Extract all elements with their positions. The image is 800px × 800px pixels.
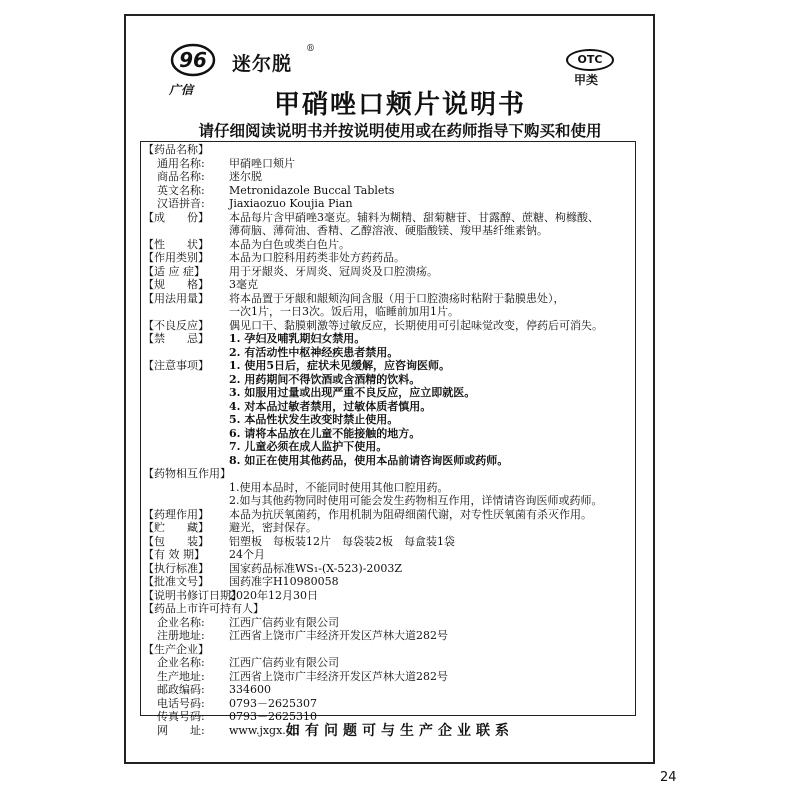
row-value: 0793－2625310 <box>229 710 317 723</box>
info-row <box>143 265 635 279</box>
info-row <box>143 548 635 562</box>
info-row <box>143 643 635 657</box>
info-row <box>143 616 635 630</box>
row-label: 通用名称: <box>157 156 205 170</box>
info-row <box>143 197 635 211</box>
info-row <box>143 238 635 252</box>
svg-text:96: 96 <box>179 48 207 72</box>
row-value: 8. 如正在使用其他药品，使用本品前请咨询医师或药师。 <box>229 453 509 467</box>
row-label: 【执行标准】 <box>143 561 209 575</box>
row-label: 【药理作用】 <box>143 507 209 521</box>
row-value: 2020年12月30日 <box>229 588 318 602</box>
row-label: 【药品上市许可持有人】 <box>143 602 264 615</box>
info-row <box>143 332 635 346</box>
row-label: 【性 状】 <box>143 237 209 251</box>
registered-mark: ® <box>306 44 315 54</box>
info-row <box>143 251 635 265</box>
info-row <box>143 170 635 184</box>
row-value: 国家药品标准WS₁-(X-523)-2003Z <box>229 561 403 575</box>
row-label: 商品名称: <box>157 170 205 183</box>
info-row <box>143 656 635 670</box>
info-row <box>143 508 635 522</box>
row-value: 偶见口干、黏膜刺激等过敏反应，长期使用可引起味觉改变，停药后可消失。 <box>229 318 603 332</box>
row-label: 【包 装】 <box>143 534 209 548</box>
info-row <box>143 575 635 589</box>
logo-mark-text: 广信 <box>169 83 194 97</box>
row-value: 3毫克 <box>229 278 258 291</box>
row-label: 【规 格】 <box>143 278 209 291</box>
row-value: 本品每片含甲硝唑3毫克。辅料为糊精、甜菊糖苷、甘露醇、蔗糖、枸橼酸、 <box>229 210 599 224</box>
info-row <box>143 427 635 441</box>
row-label: 【注意事项】 <box>143 359 209 372</box>
info-row <box>143 562 635 576</box>
row-value: 24个月 <box>229 548 265 561</box>
info-row <box>143 319 635 333</box>
info-row <box>143 467 635 481</box>
info-row <box>143 440 635 454</box>
info-row <box>143 481 635 495</box>
row-value: 1. 孕妇及哺乳期妇女禁用。 <box>229 332 366 345</box>
info-row <box>143 278 635 292</box>
row-value: 甲硝唑口颊片 <box>229 156 295 170</box>
row-value: www.jxgx.cn <box>229 723 300 737</box>
row-value: 将本品置于牙龈和龈颊沟间含服（用于口腔溃疡时粘附于黏膜患处）， <box>229 291 565 305</box>
row-value: 江西省上饶市广丰经济开发区芦林大道282号 <box>229 669 448 683</box>
row-value: 迷尔脱 <box>229 170 262 183</box>
row-label: 企业名称: <box>157 615 205 629</box>
row-label: 【不良反应】 <box>143 318 209 332</box>
row-label: 生产地址: <box>157 669 205 683</box>
info-row <box>143 535 635 549</box>
info-row <box>143 386 635 400</box>
info-row <box>143 589 635 603</box>
row-label: 【作用类别】 <box>143 251 209 264</box>
row-value: 避光，密封保存。 <box>229 521 317 534</box>
row-value: 4. 对本品过敏者禁用，过敏体质者慎用。 <box>229 399 432 413</box>
row-value: Jiaxiaozuo Koujia Pian <box>229 197 353 210</box>
document-title: 甲硝唑口颊片说明书 <box>273 90 526 120</box>
row-value: 本品为口腔科用药类非处方药药品。 <box>229 251 405 264</box>
row-label: 【适 应 症】 <box>143 264 205 278</box>
info-row <box>143 346 635 360</box>
row-label: 【说明书修订日期】 <box>143 588 242 602</box>
row-value: 用于牙龈炎、牙周炎、冠周炎及口腔溃疡。 <box>229 264 438 278</box>
footer-note: 如有问题可与生产企业联系 <box>286 723 514 739</box>
info-row <box>143 521 635 535</box>
row-value: 334600 <box>229 683 271 696</box>
info-row <box>143 413 635 427</box>
row-value: 1.使用本品时，不能同时使用其他口腔用药。 <box>229 480 449 494</box>
row-label: 企业名称: <box>157 656 205 669</box>
row-value: 国药准字H10980058 <box>229 575 339 588</box>
info-row <box>143 211 635 225</box>
row-label: 电话号码: <box>157 696 205 710</box>
info-row <box>143 670 635 684</box>
info-row <box>143 224 635 238</box>
row-label: 邮政编码: <box>157 683 205 696</box>
row-value: 2. 有活动性中枢神经疾患者禁用。 <box>229 345 399 359</box>
info-row <box>143 400 635 414</box>
row-value: 江西省上饶市广丰经济开发区芦林大道282号 <box>229 629 448 642</box>
row-value: Metronidazole Buccal Tablets <box>229 183 395 197</box>
row-label: 【成 份】 <box>143 210 209 224</box>
brand-logo-icon <box>170 42 216 78</box>
row-value: 0793－2625307 <box>229 696 317 710</box>
row-value: 5. 本品性状发生改变时禁止使用。 <box>229 413 399 426</box>
row-label: 【批准文号】 <box>143 575 209 588</box>
info-row <box>143 454 635 468</box>
row-value: 1. 使用5日后，症状未见缓解，应咨询医师。 <box>229 359 450 372</box>
row-value: 2.如与其他药物同时使用可能会发生药物相互作用，详情请咨询医师或药师。 <box>229 494 603 507</box>
document-subtitle: 请仔细阅读说明书并按说明使用或在药师指导下购买和使用 <box>198 122 602 140</box>
row-label: 英文名称: <box>157 183 205 197</box>
row-value: 江西广信药业有限公司 <box>229 656 339 669</box>
info-row <box>143 629 635 643</box>
info-row <box>143 359 635 373</box>
row-value: 7. 儿童必须在成人监护下使用。 <box>229 440 388 453</box>
info-rows <box>143 143 635 737</box>
row-value: 3. 如服用过量或出现严重不良反应，应立即就医。 <box>229 386 476 399</box>
row-label: 【用法用量】 <box>143 291 209 305</box>
info-row <box>143 373 635 387</box>
page-number: 24 <box>660 770 677 785</box>
row-value: 本品为白色或类白色片。 <box>229 237 350 251</box>
otc-badge: OTC <box>566 49 614 71</box>
row-value: 本品为抗厌氧菌药，作用机制为阻碍细菌代谢，对专性厌氧菌有杀灭作用。 <box>229 507 592 521</box>
info-row <box>143 602 635 616</box>
row-label: 注册地址: <box>157 629 205 642</box>
row-value: 一次1片，一日3次。饭后用，临睡前加用1片。 <box>229 305 459 318</box>
info-row <box>143 184 635 198</box>
row-value: 铝塑板 每板装12片 每袋装2板 每盒装1袋 <box>229 534 455 548</box>
info-row <box>143 697 635 711</box>
info-row <box>143 305 635 319</box>
row-value: 2. 用药期间不得饮酒或含酒精的饮料。 <box>229 372 421 386</box>
brand-name: 迷尔脱 <box>232 53 293 75</box>
info-row <box>143 143 635 157</box>
row-label: 网 址: <box>157 723 205 737</box>
otc-class: 甲类 <box>574 73 599 87</box>
row-label: 【生产企业】 <box>143 642 209 656</box>
info-row <box>143 494 635 508</box>
row-label: 【药品名称】 <box>143 143 209 156</box>
info-row <box>143 683 635 697</box>
info-row <box>143 292 635 306</box>
row-label: 【药物相互作用】 <box>143 467 231 480</box>
row-label: 【有 效 期】 <box>143 548 205 561</box>
row-label: 【禁 忌】 <box>143 332 209 345</box>
row-value: 薄荷脑、薄荷油、香精、乙醇溶液、硬脂酸镁、羧甲基纤维素钠。 <box>229 224 548 237</box>
row-label: 传真号码: <box>157 710 205 723</box>
row-value: 江西广信药业有限公司 <box>229 615 339 629</box>
row-label: 汉语拼音: <box>157 197 205 210</box>
info-row <box>143 157 635 171</box>
row-label: 【贮 藏】 <box>143 521 209 534</box>
row-value: 6. 请将本品放在儿童不能接触的地方。 <box>229 426 421 440</box>
